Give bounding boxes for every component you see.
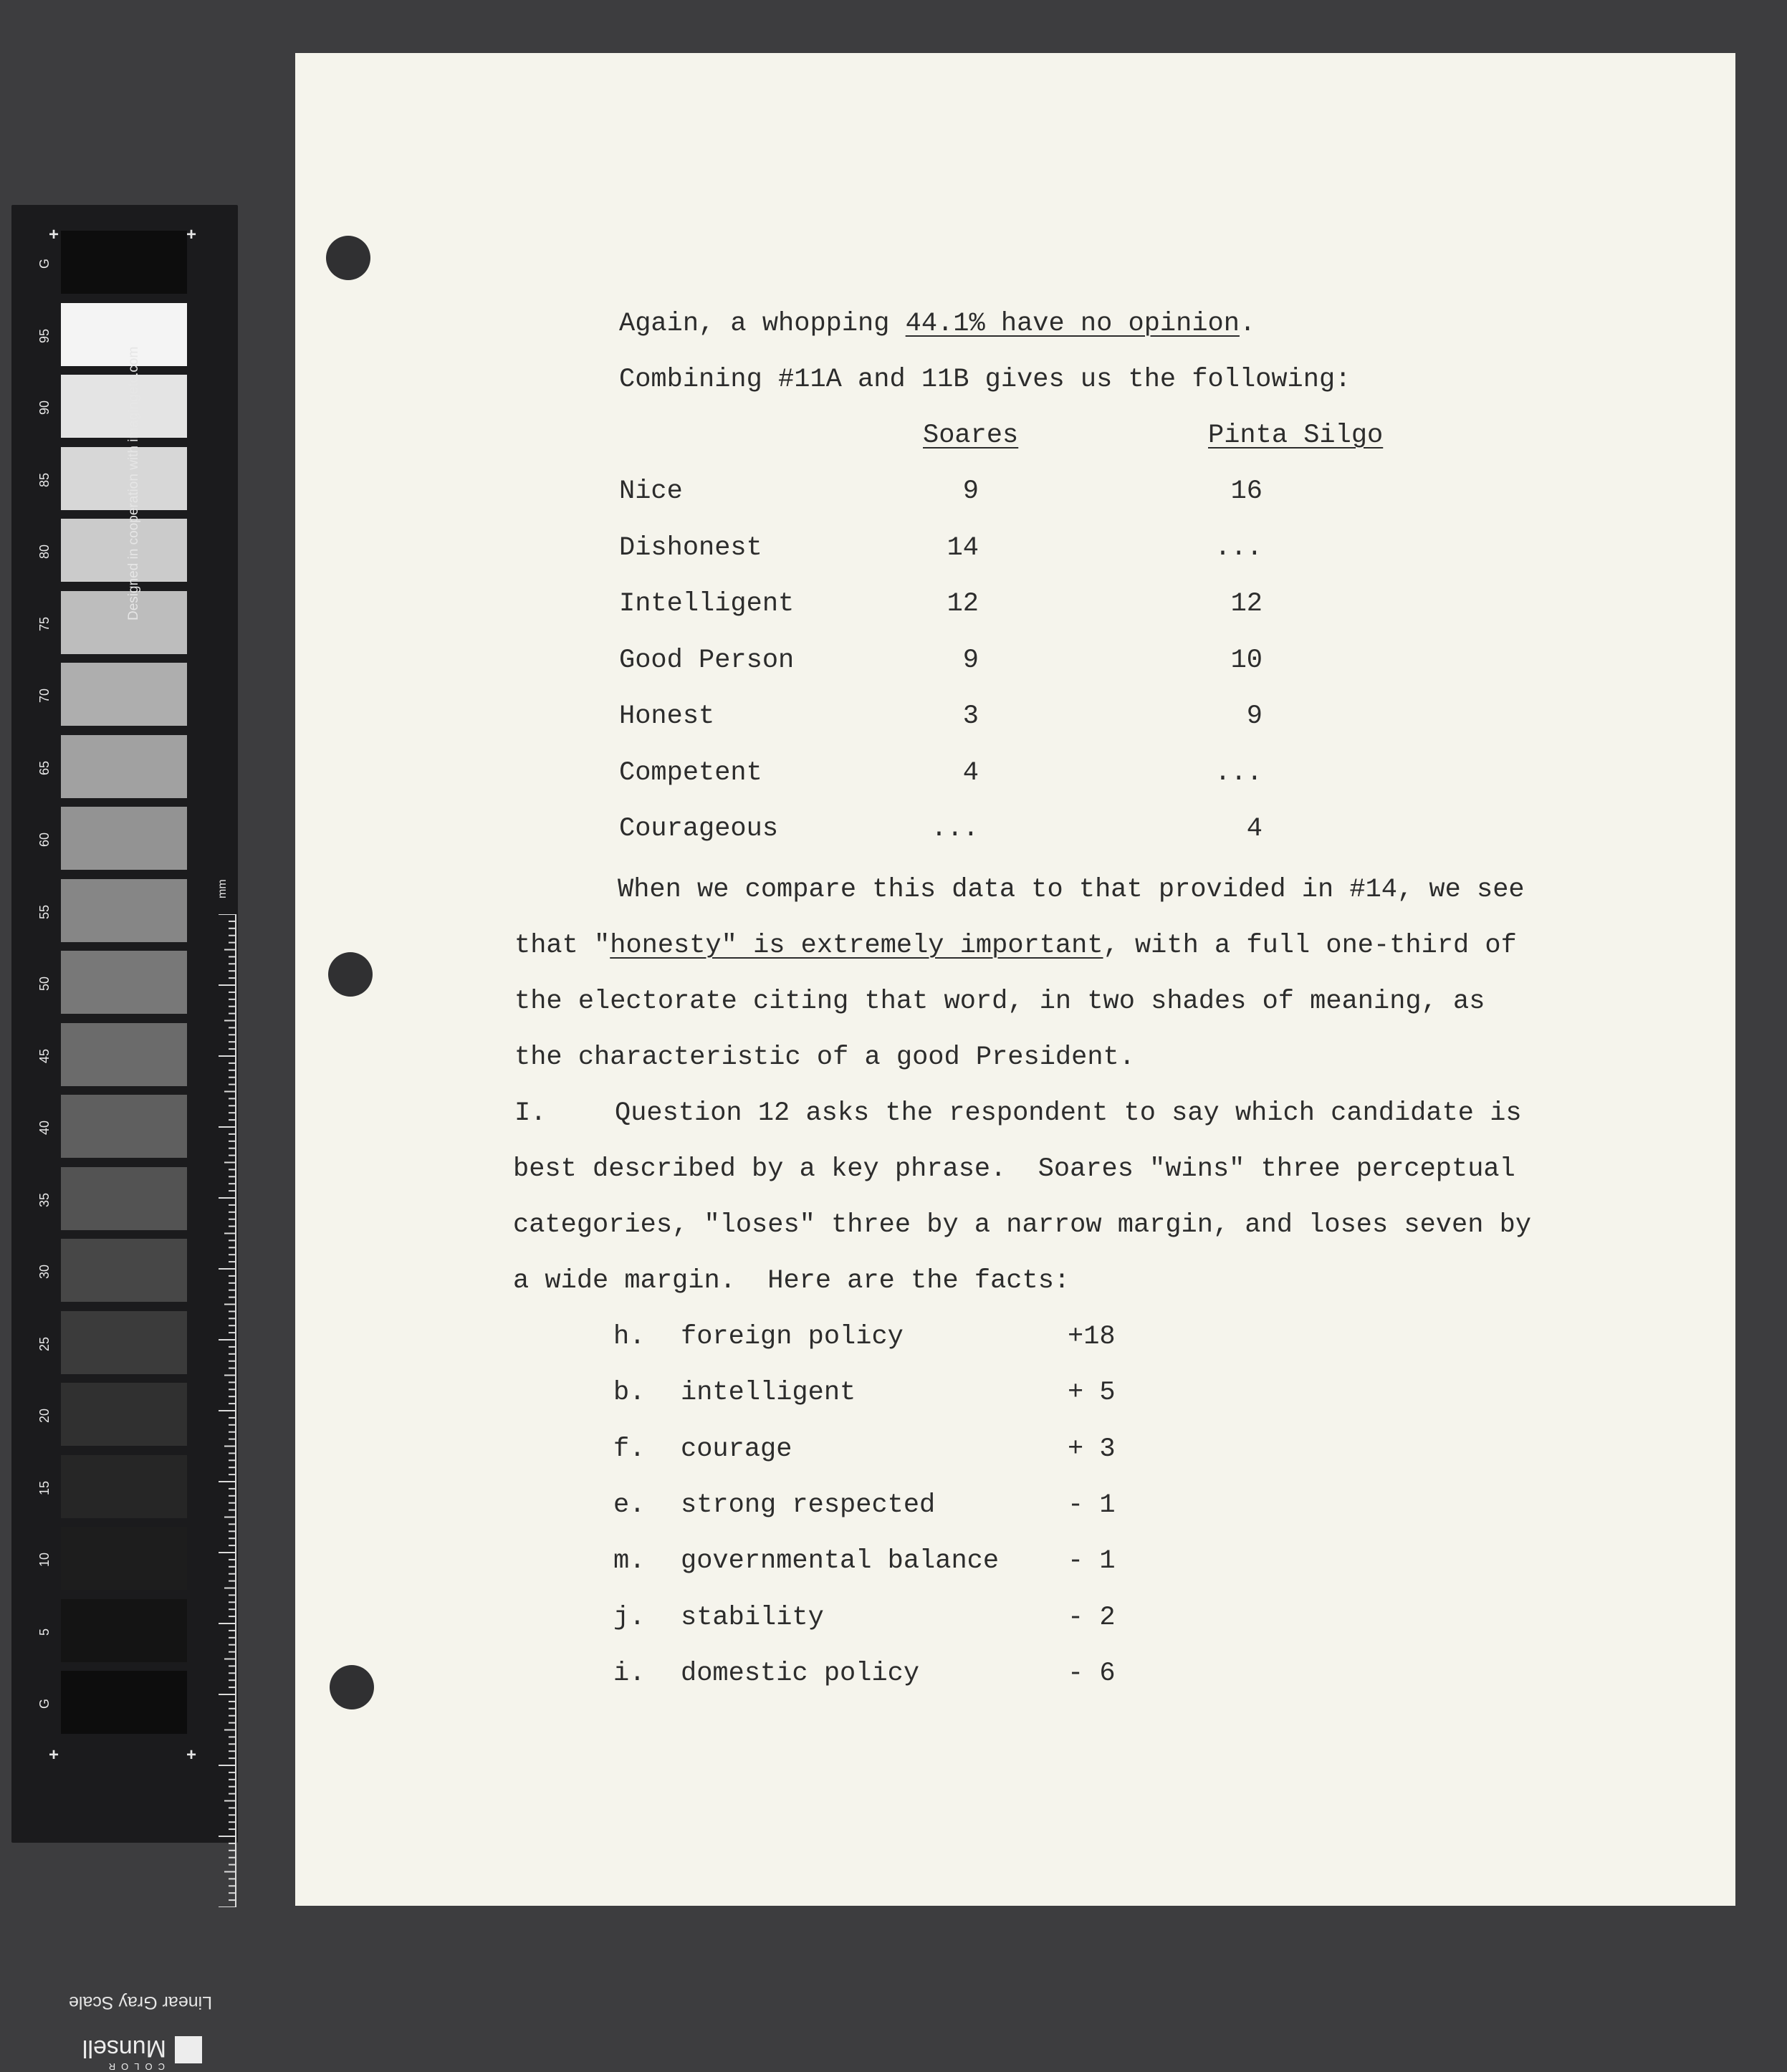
fact-value: - 1 [1068, 1490, 1116, 1520]
fact-label: domestic policy [681, 1658, 920, 1689]
fact-value: - 1 [1068, 1546, 1116, 1577]
scale-credit: Designed in cooperation with imagingetc.com [126, 346, 141, 620]
table-cell-soares: 3 [962, 701, 979, 732]
gray-patch [61, 303, 187, 366]
scale-number: 40 [37, 1120, 52, 1136]
para1-line2: that "honesty" is extremely important, with a full one-third of [514, 931, 1517, 961]
fact-letter: f. [613, 1434, 646, 1464]
para1-line1: When we compare this data to that provided in #14, we see [618, 875, 1525, 905]
munsell-grid-icon [175, 2036, 202, 2063]
munsell-logo: COLOR Munsell [59, 2029, 202, 2072]
table-cell-soares: 9 [962, 645, 979, 676]
fact-letter: e. [613, 1490, 646, 1520]
scale-number: 75 [37, 616, 52, 631]
table-row-label: Courageous [619, 814, 779, 844]
table-cell-pinta-silgo: 9 [1246, 701, 1263, 732]
fact-value: + 5 [1068, 1378, 1116, 1409]
scale-number: 45 [37, 1048, 52, 1063]
para1-line3: the electorate citing that word, in two shades of meaning, as [514, 987, 1485, 1017]
fact-label: strong respected [681, 1490, 936, 1520]
fact-value: - 2 [1068, 1602, 1116, 1633]
gray-patch [61, 951, 187, 1014]
scale-number: 90 [37, 400, 52, 416]
document-page [295, 53, 1735, 1906]
table-cell-soares: 4 [962, 757, 979, 788]
fact-value: + 3 [1068, 1434, 1116, 1464]
line-combining: Combining #11A and 11B gives us the following: [619, 365, 1351, 395]
scale-number: 25 [37, 1336, 52, 1351]
section-marker: I. [514, 1098, 547, 1128]
scale-number: 50 [37, 976, 52, 992]
gray-scale-card [11, 205, 238, 2072]
plus-mark-tl: + [49, 225, 59, 244]
para2-line1: Question 12 asks the respondent to say which candidate is [615, 1098, 1522, 1128]
gray-patch [61, 231, 187, 294]
gray-patch [61, 1311, 187, 1374]
fact-letter: m. [613, 1546, 646, 1577]
table-row-label: Honest [619, 701, 715, 732]
para2-line2: best described by a key phrase. Soares "wins" three perceptual [513, 1154, 1515, 1184]
table-cell-pinta-silgo: 16 [1230, 476, 1263, 507]
gray-patch [61, 735, 187, 798]
scale-number: 80 [37, 544, 52, 560]
para2-line3: categories, "loses" three by a narrow margin, and loses seven by [513, 1210, 1532, 1240]
gray-patch [61, 1599, 187, 1662]
gray-patch [61, 1671, 187, 1734]
gray-patch [61, 447, 187, 510]
plus-mark-tr: + [186, 225, 197, 244]
plus-mark-br: + [186, 1745, 197, 1765]
scale-number: G [37, 1699, 52, 1709]
table-cell-soares: 14 [947, 532, 979, 563]
scale-number: 35 [37, 1192, 52, 1207]
table-cell-pinta-silgo: ... [1215, 532, 1263, 563]
scale-number: 70 [37, 688, 52, 704]
scale-number: 65 [37, 760, 52, 775]
fact-label: foreign policy [681, 1322, 904, 1352]
table-cell-pinta-silgo: 10 [1230, 645, 1263, 676]
col-header-pinta-silgo: Pinta Silgo [1208, 421, 1384, 451]
gray-patch [61, 519, 187, 582]
fact-letter: i. [613, 1658, 646, 1689]
table-row-label: Intelligent [619, 589, 795, 619]
fact-label: courage [681, 1434, 792, 1464]
punch-hole-bottom [330, 1665, 374, 1709]
mm-label: mm [216, 879, 229, 898]
gray-patch [61, 663, 187, 726]
line-opinion: Again, a whopping 44.1% have no opinion. [619, 309, 1256, 339]
mm-ruler [218, 914, 236, 1907]
plus-mark-bl: + [49, 1745, 59, 1765]
table-cell-pinta-silgo: ... [1215, 757, 1263, 788]
gray-patch [61, 1383, 187, 1446]
fact-value: +18 [1068, 1322, 1116, 1352]
scale-number: 10 [37, 1552, 52, 1568]
gray-patch [61, 1167, 187, 1230]
scale-number: 55 [37, 904, 52, 919]
scale-number: 85 [37, 472, 52, 487]
gray-patch [61, 1239, 187, 1302]
fact-letter: j. [613, 1602, 646, 1633]
scale-number: G [37, 259, 52, 269]
gray-patch [61, 1095, 187, 1158]
scale-number: 15 [37, 1480, 52, 1495]
table-row-label: Competent [619, 757, 762, 788]
gray-patch [61, 1455, 187, 1518]
scale-number: 30 [37, 1264, 52, 1280]
gray-patch [61, 1023, 187, 1086]
para2-line4: a wide margin. Here are the facts: [513, 1266, 1070, 1296]
punch-hole-middle [328, 952, 373, 997]
para1-line4: the characteristic of a good President. [514, 1042, 1135, 1073]
table-row-label: Dishonest [619, 532, 762, 563]
scale-number: 20 [37, 1408, 52, 1424]
gray-patch [61, 591, 187, 654]
table-cell-soares: ... [931, 814, 979, 844]
table-cell-pinta-silgo: 4 [1246, 814, 1263, 844]
gray-patch [61, 807, 187, 870]
fact-label: stability [681, 1602, 824, 1633]
fact-label: intelligent [681, 1378, 856, 1409]
fact-letter: h. [613, 1322, 646, 1352]
punch-hole-top [326, 236, 370, 280]
fact-label: governmental balance [681, 1546, 1000, 1577]
table-row-label: Good Person [619, 645, 795, 676]
scale-title: Linear Gray Scale [68, 1992, 213, 2013]
col-header-soares: Soares [923, 421, 1019, 451]
gray-patch [61, 1527, 187, 1590]
table-cell-soares: 12 [947, 589, 979, 619]
scale-number: 60 [37, 832, 52, 848]
fact-letter: b. [613, 1378, 646, 1409]
gray-patch [61, 879, 187, 942]
scale-number: 5 [37, 1628, 52, 1636]
table-row-label: Nice [619, 476, 683, 507]
scale-number: 95 [37, 328, 52, 343]
table-cell-soares: 9 [962, 476, 979, 507]
table-cell-pinta-silgo: 12 [1230, 589, 1263, 619]
fact-value: - 6 [1068, 1658, 1116, 1689]
gray-patch [61, 375, 187, 438]
